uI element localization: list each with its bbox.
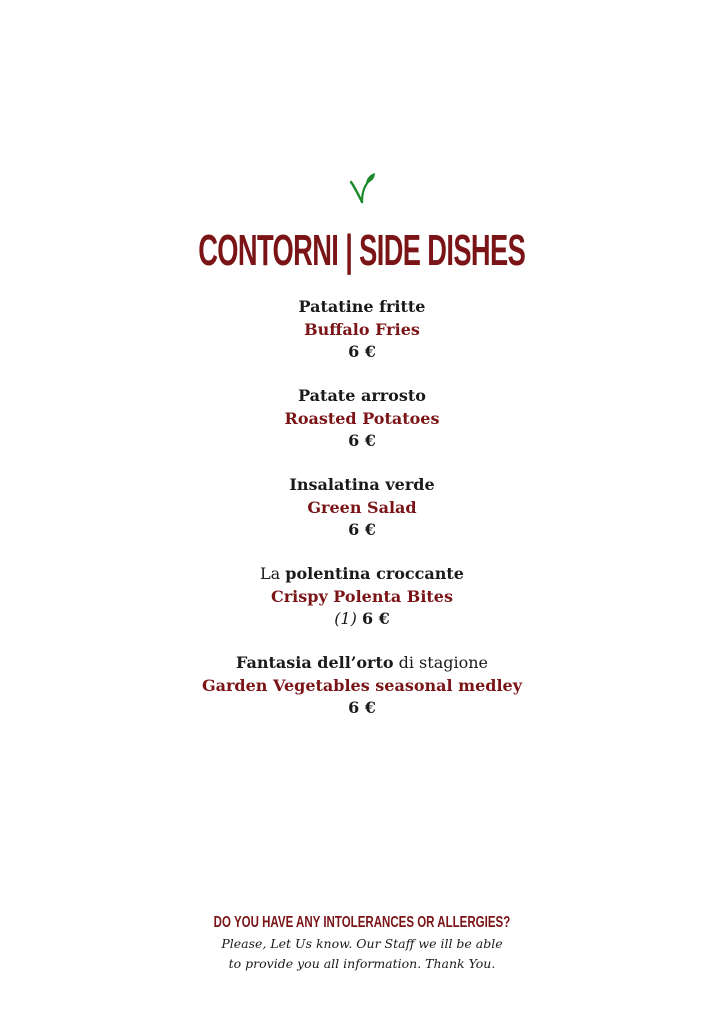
dish-item: [0, 385, 724, 474]
dish-english-name: Roasted Potatoes: [284, 408, 440, 428]
dish-item: [0, 296, 724, 385]
dish-english-name: Buffalo Fries: [304, 319, 420, 339]
dish-italian-name: Insalatina verde: [289, 475, 435, 494]
dish-price: 6 €: [348, 431, 376, 450]
dish-english-name: Garden Vegetables seasonal medley: [201, 675, 523, 695]
dish-english-name: Crispy Polenta Bites: [271, 586, 453, 606]
allergy-notice: [0, 912, 724, 974]
vegetarian-leaf-icon: [349, 172, 377, 204]
page-title: CONTORNI | SIDE DISHES: [198, 226, 526, 275]
dish-list: [0, 296, 724, 741]
dish-item: [0, 652, 724, 741]
dish-italian-name: Patate arrosto: [298, 386, 426, 405]
dish-price: (1) 6 €: [334, 609, 390, 628]
dish-italian-name: La polentina croccante: [260, 564, 464, 583]
dish-price: 6 €: [348, 698, 376, 717]
dish-item: [0, 474, 724, 563]
dish-item: [0, 563, 724, 652]
allergy-text-line-1: Please, Let Us know. Our Staff we ill be able: [221, 936, 503, 951]
allergy-text-line-2: to provide you all information. Thank You.: [228, 956, 496, 971]
allergy-question: DO YOU HAVE ANY INTOLERANCES OR ALLERGIES?: [213, 914, 511, 931]
dish-italian-name: Patatine fritte: [298, 297, 426, 316]
dish-price: 6 €: [348, 342, 376, 361]
allergen-note: (1): [334, 609, 357, 628]
dish-price: 6 €: [348, 520, 376, 539]
dish-english-name: Green Salad: [307, 497, 417, 517]
dish-italian-name: Fantasia dell’orto di stagione: [235, 653, 488, 672]
